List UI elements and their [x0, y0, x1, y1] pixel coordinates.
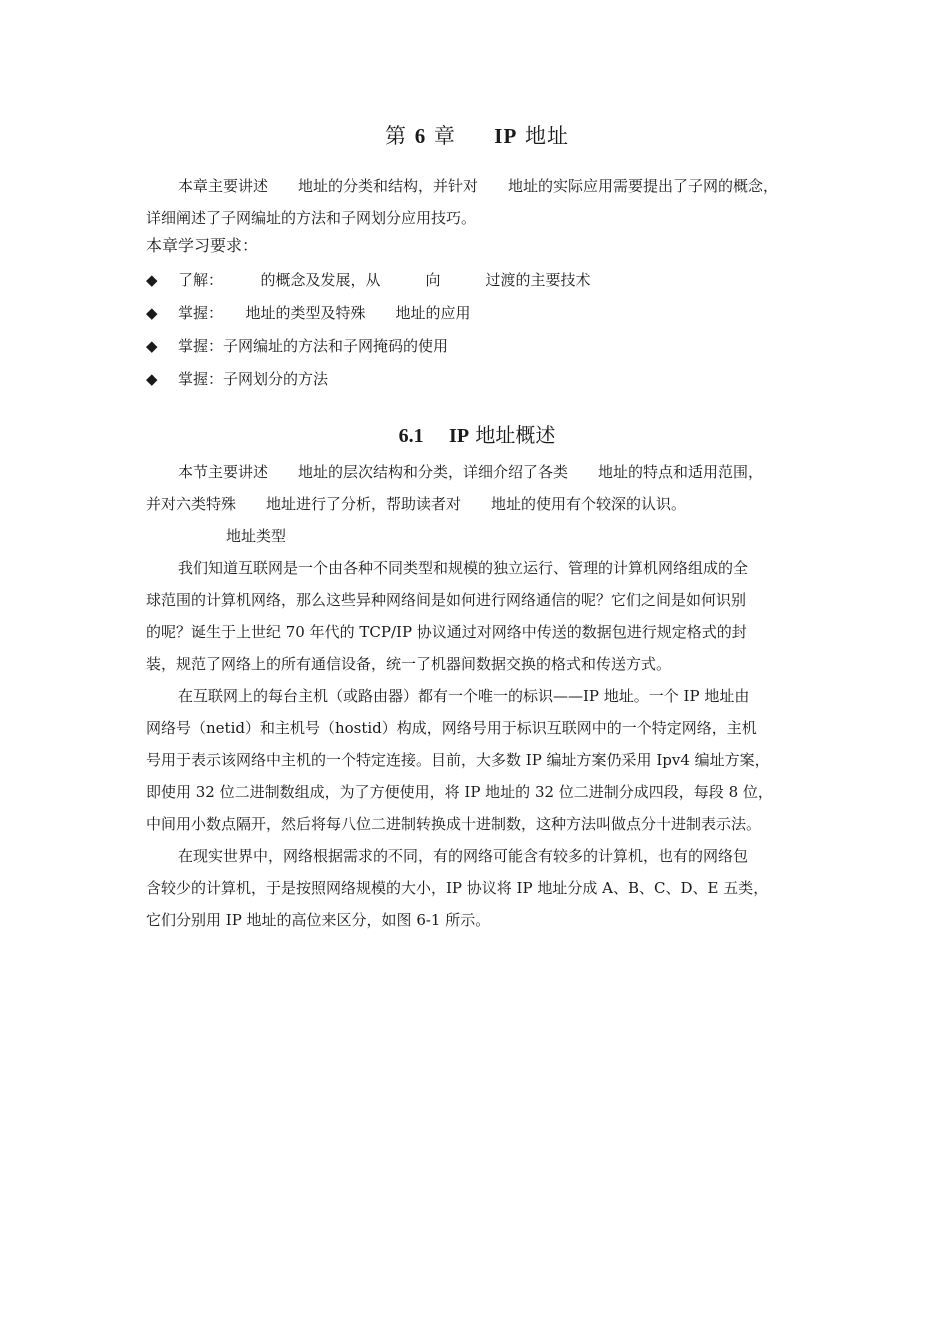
section-title — [146, 418, 808, 453]
paragraph-line: 的呢？诞生于上世纪 70 年代的 TCP/IP 协议通过对网络中传送的数据包进行规定格式的封 — [146, 623, 747, 641]
paragraph-line: 在互联网上的每台主机（或路由器）都有一个唯一的标识——IP 地址。一个 IP 地址由 — [178, 687, 750, 705]
chapter-title — [146, 118, 808, 154]
section-ip: IP — [449, 425, 470, 447]
section-number: 6.1 — [398, 425, 424, 447]
diamond-bullet-icon: ◆ — [146, 370, 158, 388]
chapter-intro — [146, 170, 808, 202]
paragraph-line: 我们知道互联网是一个由各种不同类型和规模的独立运行、管理的计算机网络组成的全 — [178, 559, 749, 577]
diamond-bullet-icon: ◆ — [146, 337, 158, 355]
paragraph-line: 即使用 32 位二进制数组成，为了方便使用，将 IP 地址的 32 位二进制分成四段，每段 8 位， — [146, 783, 773, 801]
section-title-text: 地址概述 — [475, 423, 556, 447]
section-intro-line-2: 并对六类特殊 地址进行了分析，帮助读者对 地址的使用有个较深的认识。 — [146, 495, 687, 513]
subheading: 地址类型 — [226, 527, 287, 545]
paragraph-line: 号用于表示该网络中主机的一个特定连接。目前，大多数 IP 编址方案仍采用 Ipv4 编址方案， — [146, 751, 770, 769]
chapter-suffix: 章 — [433, 124, 456, 148]
diamond-bullet-icon: ◆ — [146, 271, 158, 289]
paragraph-line: 在现实世界中，网络根据需求的不同，有的网络可能含有较多的计算机，也有的网络包 — [178, 847, 749, 865]
list-item — [146, 297, 808, 330]
chapter-title-text: 地址 — [524, 124, 569, 148]
requirement-text: 掌握：子网划分的方法 — [178, 370, 329, 388]
paragraph-1 — [146, 552, 808, 680]
section-intro-cont — [146, 488, 808, 520]
paragraph-line: 它们分别用 IP 地址的高位来区分，如图 6-1 所示。 — [146, 911, 491, 929]
paragraph-2 — [146, 680, 808, 840]
requirement-text: 掌握： 地址的类型及特殊 地址的应用 — [178, 304, 471, 322]
section-intro-line-1: 本节主要讲述 地址的层次结构和分类，详细介绍了各类 地址的特点和适用范围， — [178, 463, 764, 481]
chapter-intro-cont — [146, 202, 808, 234]
paragraph-line: 网络号（netid）和主机号（hostid）构成，网络号用于标识互联网中的一个特定网络，主机 — [146, 719, 757, 737]
requirement-text: 了解： 的概念及发展，从 向 过渡的主要技术 — [178, 271, 591, 289]
chapter-number: 6 — [414, 124, 427, 148]
chapter-ip: IP — [494, 124, 518, 148]
list-item — [146, 330, 808, 363]
intro-line-2: 详细阐述了子网编址的方法和子网划分应用技巧。 — [146, 209, 477, 227]
requirements-heading: 本章学习要求： — [146, 236, 259, 255]
chapter-prefix: 第 — [385, 124, 408, 148]
paragraph-line: 含较少的计算机，于是按照网络规模的大小，IP 协议将 IP 地址分成 A、B、C、D、E 五类， — [146, 879, 769, 897]
list-item — [146, 363, 808, 396]
requirement-text: 掌握：子网编址的方法和子网掩码的使用 — [178, 337, 449, 355]
list-item — [146, 264, 808, 297]
paragraph-3 — [146, 840, 808, 936]
paragraph-line: 球范围的计算机网络，那么这些异种网络间是如何进行网络通信的呢？它们之间是如何识别 — [146, 591, 747, 609]
intro-line-1: 本章主要讲述 地址的分类和结构，并针对 地址的实际应用需要提出了子网的概念， — [178, 177, 779, 195]
section-intro — [146, 456, 808, 488]
paragraph-line: 装，规范了网络上的所有通信设备，统一了机器间数据交换的格式和传送方式。 — [146, 655, 672, 673]
diamond-bullet-icon: ◆ — [146, 304, 158, 322]
paragraph-line: 中间用小数点隔开，然后将每八位二进制转换成十进制数，这种方法叫做点分十进制表示法。 — [146, 815, 762, 833]
requirements-list — [146, 264, 808, 396]
